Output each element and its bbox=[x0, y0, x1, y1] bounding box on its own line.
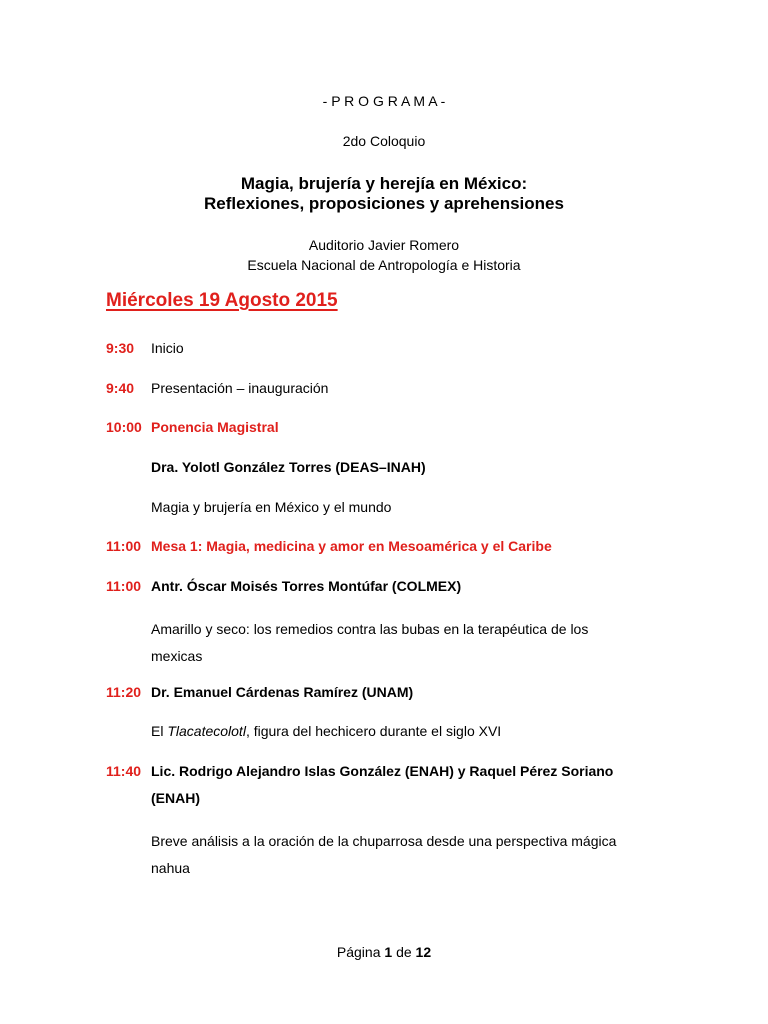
title-line-1: Magia, brujería y herejía en México: bbox=[240, 174, 528, 193]
speaker-names-line-2: (ENAH) bbox=[151, 790, 200, 806]
page-footer bbox=[0, 943, 768, 961]
day-heading: Miércoles 19 Agosto 2015 bbox=[106, 290, 338, 311]
schedule-text: Ponencia Magistral bbox=[151, 419, 279, 435]
speaker-name: Dr. Emanuel Cárdenas Ramírez (UNAM) bbox=[151, 684, 414, 700]
talk-title: Breve análisis a la oración de la chuparrosa desde una perspectiva mágica nahua bbox=[151, 833, 617, 876]
page-label: Página bbox=[336, 944, 381, 960]
venue-line-1: Auditorio Javier Romero bbox=[308, 237, 460, 253]
page-total: 12 bbox=[415, 944, 432, 960]
schedule-item bbox=[106, 339, 184, 357]
schedule-time: 10:00 bbox=[106, 419, 142, 435]
talk-title: Magia y brujería en México y el mundo bbox=[151, 499, 392, 515]
schedule-item bbox=[106, 537, 552, 555]
schedule-text: Inicio bbox=[151, 340, 184, 356]
schedule-item bbox=[106, 379, 328, 397]
session-title: Mesa 1: Magia, medicina y amor en Mesoamérica y el Caribe bbox=[151, 538, 552, 554]
page-current: 1 bbox=[384, 944, 393, 960]
coloquio-label: 2do Coloquio bbox=[342, 133, 426, 149]
speaker-name: Dra. Yolotl González Torres (DEAS–INAH) bbox=[151, 459, 426, 475]
schedule-time: 11:00 bbox=[106, 578, 142, 594]
title-line-2: Reflexiones, proposiciones y aprehensiones bbox=[204, 194, 564, 213]
schedule-item bbox=[106, 418, 279, 436]
venue-line-2: Escuela Nacional de Antropología e Historia bbox=[247, 257, 521, 273]
schedule-time: 11:40 bbox=[106, 763, 142, 779]
talk-title-emphasis: Tlacatecolotl bbox=[167, 723, 246, 739]
talk-title-suffix: , figura del hechicero durante el siglo XVI bbox=[245, 723, 502, 739]
schedule-time: 11:20 bbox=[106, 684, 142, 700]
talk-title-prefix: El bbox=[151, 723, 168, 739]
speaker-name: Antr. Óscar Moisés Torres Montúfar (COLMEX) bbox=[151, 578, 462, 594]
schedule-time: 9:40 bbox=[106, 380, 135, 396]
schedule-item bbox=[106, 762, 613, 780]
talk-title bbox=[151, 722, 501, 740]
speaker-names-line-1: Lic. Rodrigo Alejandro Islas González (ENAH) y Raquel Pérez Soriano bbox=[151, 763, 614, 779]
schedule-item bbox=[106, 683, 413, 701]
talk-title: Amarillo y seco: los remedios contra las bubas en la terapéutica de los mexicas bbox=[151, 621, 589, 664]
schedule-text: Presentación – inauguración bbox=[151, 380, 329, 396]
of-label: de bbox=[396, 944, 412, 960]
programa-heading: - P R O G R A M A - bbox=[322, 93, 446, 109]
schedule-time: 9:30 bbox=[106, 340, 135, 356]
schedule-item bbox=[106, 577, 461, 595]
schedule-time: 11:00 bbox=[106, 538, 142, 554]
